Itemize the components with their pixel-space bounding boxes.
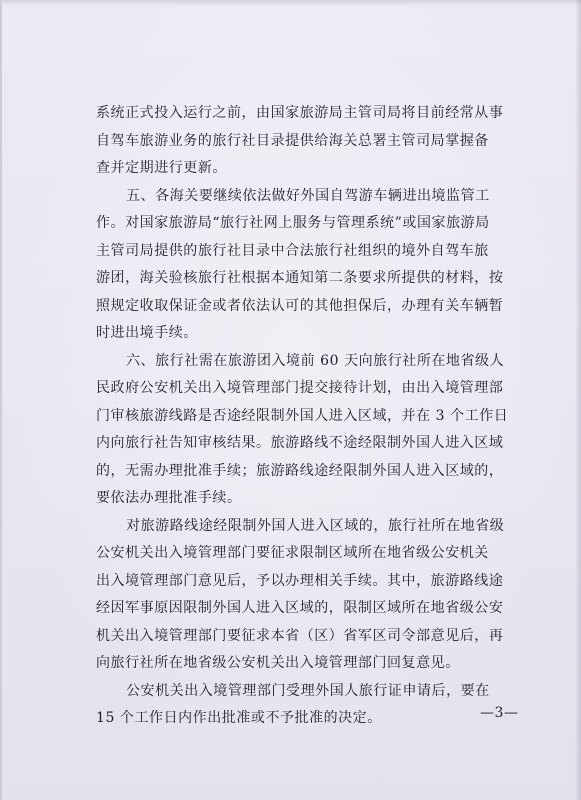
text-line: 内向旅行社告知审核结果。旅游路线不途经限制外国人进入区域 (96, 435, 504, 451)
text-line: 15 个工作日内作出批准或不予批准的决定。 (96, 710, 382, 726)
text-line: 六、旅行社需在旅游团入境前 60 天向旅行社所在地省级人 (126, 352, 505, 369)
text-line: 系统正式投入运行之前，由国家旅游局主管司局将目前经常从事 (96, 105, 504, 121)
text-line: 时进出境手续。 (96, 325, 198, 341)
text-line: 作。对国家旅游局“旅行社网上服务与管理系统”或国家旅游局 (96, 215, 490, 231)
text-line: 民政府公安机关出入境管理部门提交接待计划，由出入境管理部 (96, 380, 504, 396)
text-line: 游团，海关验核旅行社根据本通知第二条要求所提供的材料，按 (96, 270, 504, 286)
text-line: 门审核旅游线路是否途经限制外国人进入区域，并在 3 个工作日 (96, 407, 509, 424)
text-line: 对旅游路线途经限制外国人进入区域的，旅行社所在地省级 (126, 517, 505, 534)
page-top-shadow (2, 0, 581, 6)
text-line: 五、各海关要继续依法做好外国自驾游车辆进出境监管工 (126, 187, 490, 204)
paragraph-approval-deadline (96, 678, 528, 733)
paragraph-restricted-areas (96, 513, 528, 678)
text-line: 经因军事原因限制外国人进入区域的，限制区域所在地省级公安 (96, 600, 504, 616)
document-body (96, 100, 528, 733)
text-line: 公安机关出入境管理部门受理外国人旅行证申请后，要在 (126, 682, 490, 699)
paragraph-item-five (96, 183, 528, 348)
text-line: 要依法办理批准手续。 (96, 490, 242, 506)
text-line: 照规定收取保证金或者依法认可的其他担保后，办理有关车辆暂 (96, 297, 504, 314)
text-line: 出入境管理部门意见后，予以办理相关手续。其中，旅游路线途 (96, 572, 504, 589)
text-line: 查并定期进行更新。 (96, 160, 227, 176)
page-edge-shadow (575, 0, 581, 800)
paragraph-continuation (96, 100, 528, 183)
text-line: 的，无需办理批准手续；旅游路线途经限制外国人进入区域的， (96, 462, 504, 479)
page-number: —3— (480, 705, 519, 721)
text-line: 机关出入境管理部门要征求本省（区）省军区司令部意见后，再 (96, 627, 504, 644)
paragraph-item-six (96, 348, 528, 513)
text-line: 公安机关出入境管理部门要征求限制区域所在地省级公安机关 (96, 545, 489, 561)
text-line: 向旅行社所在地省级公安机关出入境管理部门回复意见。 (96, 655, 460, 671)
text-line: 主管司局提供的旅行社目录中合法旅行社组织的境外自驾车旅 (96, 242, 489, 259)
text-line: 自驾车旅游业务的旅行社目录提供给海关总署主管司局掌握备 (96, 132, 489, 149)
